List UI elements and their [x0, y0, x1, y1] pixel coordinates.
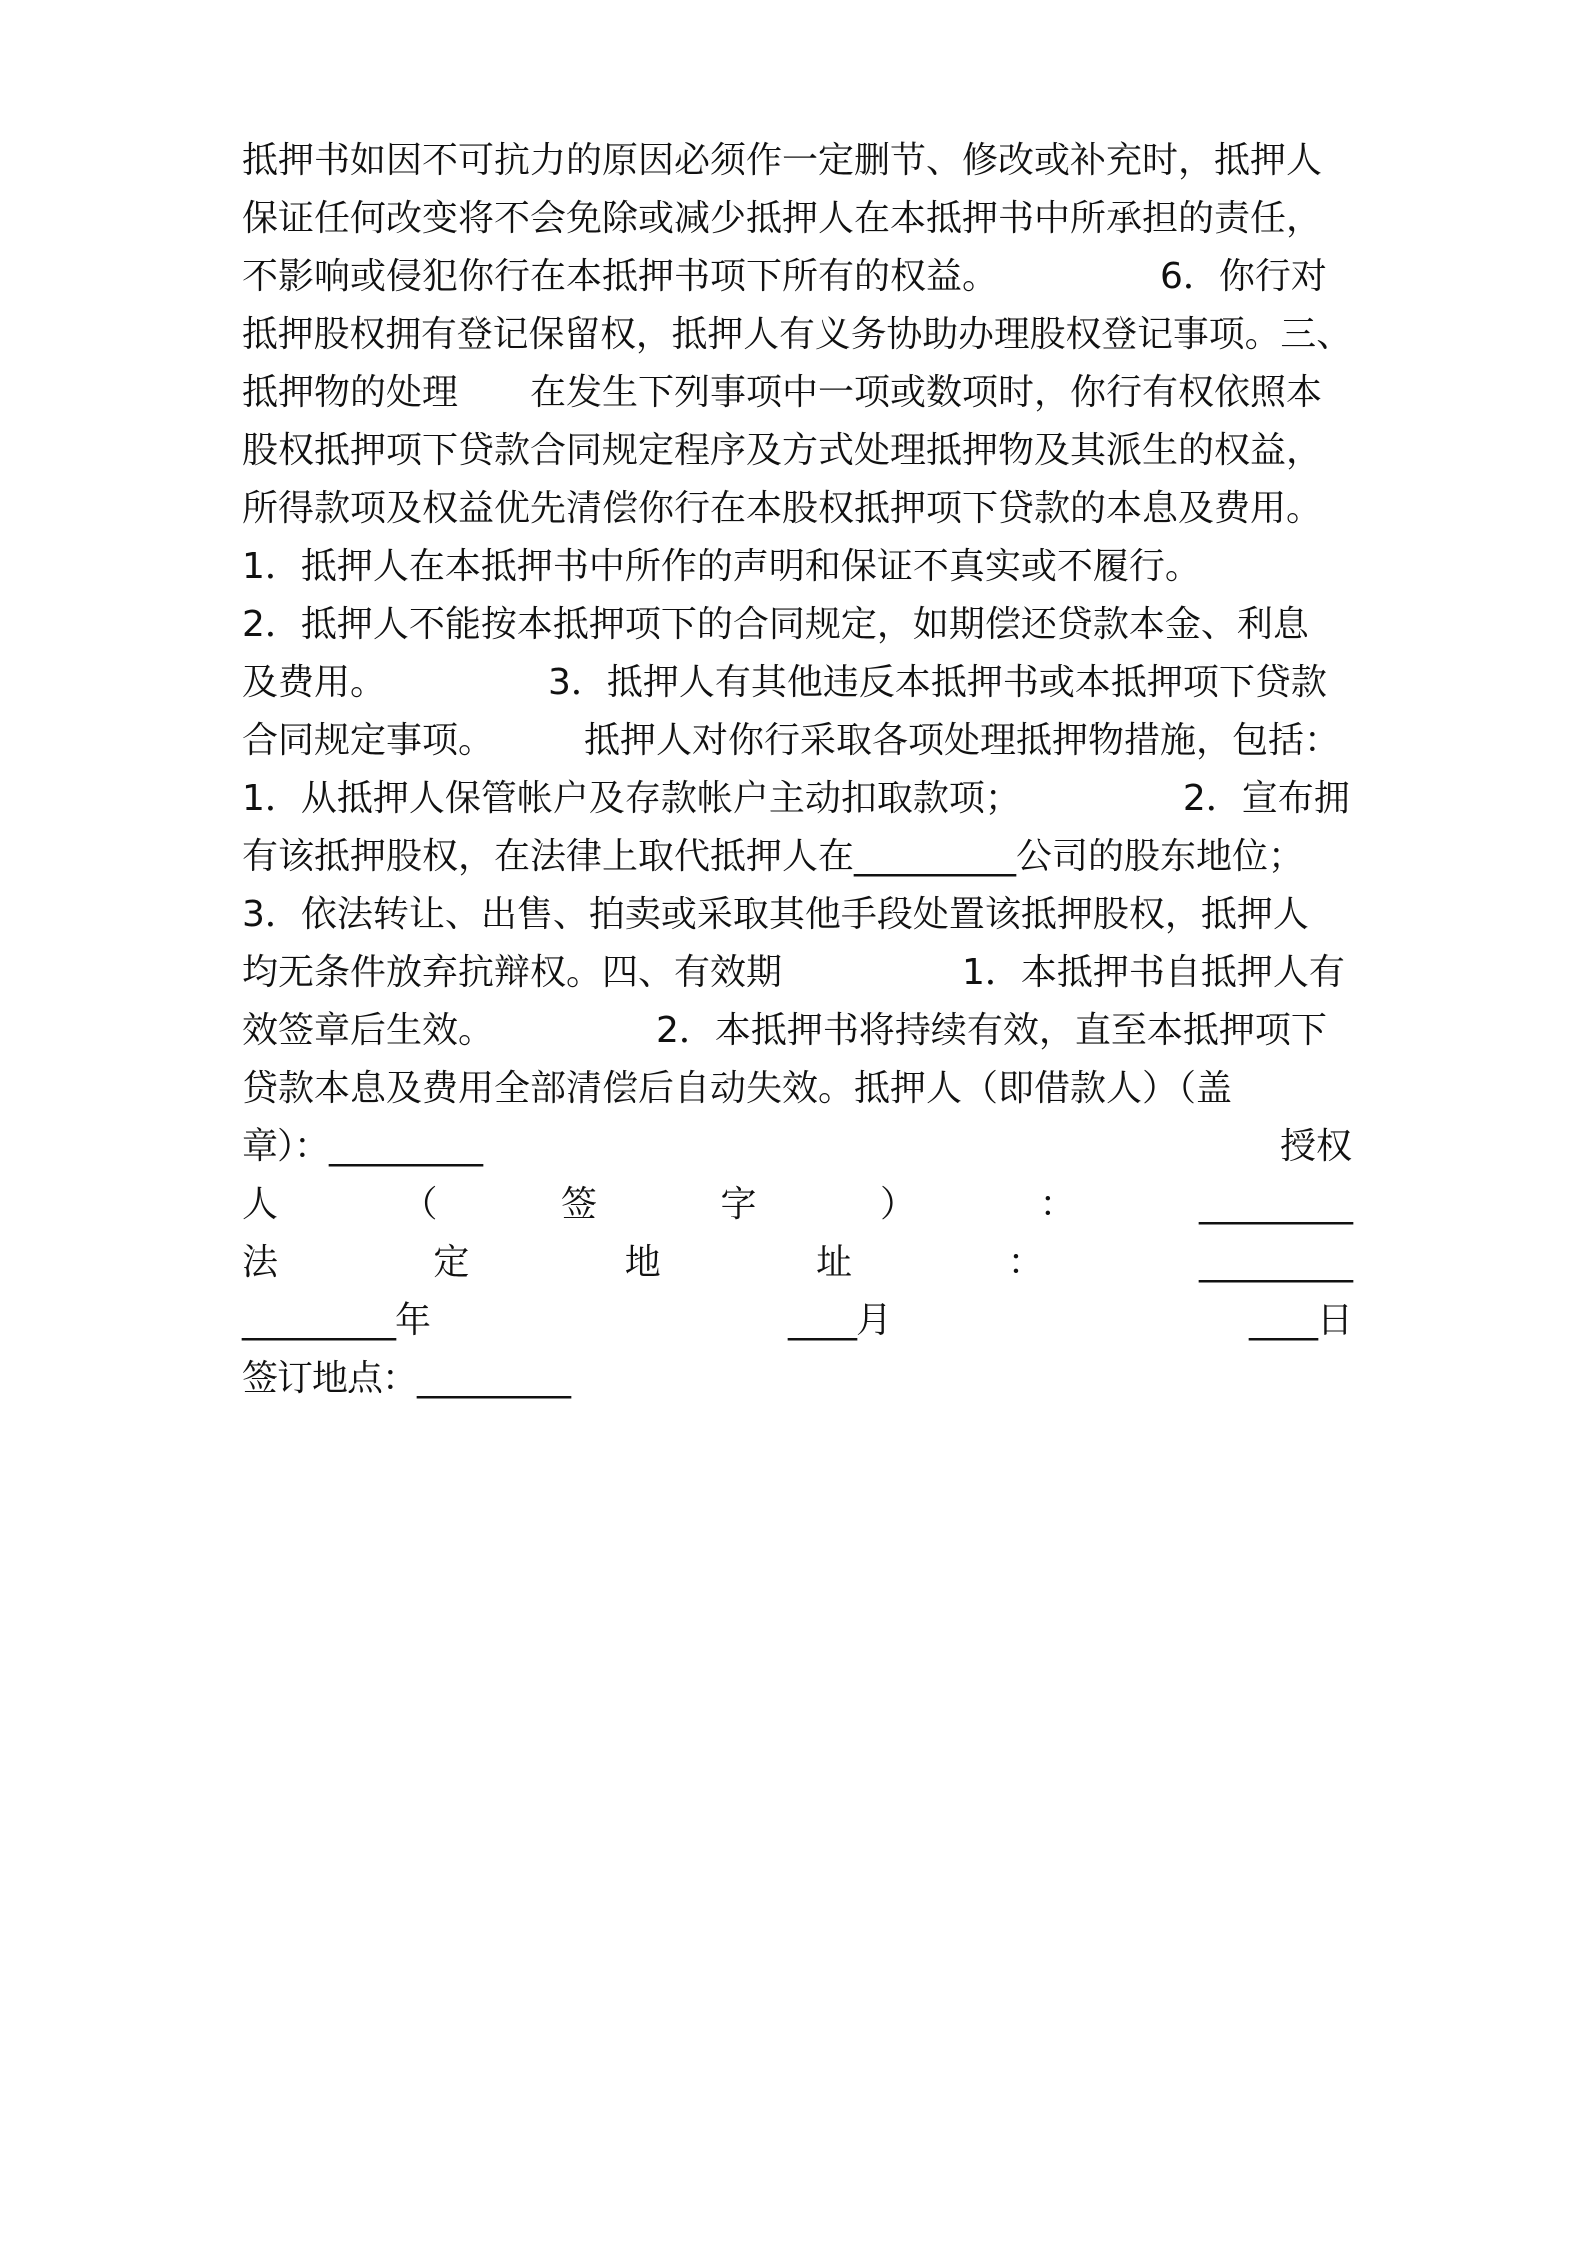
address-line	[242, 1234, 1352, 1292]
address-char: 定	[433, 1242, 470, 1283]
date-year: _________年	[242, 1300, 431, 1341]
body-line: 保证任何改变将不会免除或减少抵押人在本抵押书中所承担的责任，	[242, 198, 1323, 239]
authorizer-char: （	[401, 1184, 438, 1225]
authorizer-char: 签	[561, 1184, 598, 1225]
signing-place: 签订地点：_________	[242, 1358, 571, 1399]
body-line: 抵押股权拥有登记保留权，抵押人有义务协助办理股权登记事项。三、	[242, 314, 1353, 355]
date-month: ____月	[787, 1300, 891, 1341]
body-line: 1．从抵押人保管帐户及存款帐户主动扣取款项； 2．宣布拥	[242, 778, 1350, 819]
seal-line	[242, 1118, 1352, 1176]
authorizer-char: 人	[242, 1184, 279, 1225]
body-line: 2．抵押人不能按本抵押项下的合同规定，如期偿还贷款本金、利息	[242, 604, 1309, 645]
address-char: 法	[242, 1242, 279, 1283]
body-line: 抵押物的处理 在发生下列事项中一项或数项时，你行有权依照本	[242, 372, 1323, 413]
body-line: 有该抵押股权，在法律上取代抵押人在_________公司的股东地位；	[242, 836, 1305, 877]
authorizer-char: 字	[720, 1184, 757, 1225]
address-char: 址	[816, 1242, 853, 1283]
body-line: 合同规定事项。 抵押人对你行采取各项处理抵押物措施，包括：	[242, 720, 1341, 761]
body-line: 抵押书如因不可抗力的原因必须作一定删节、修改或补充时，抵押人	[242, 140, 1323, 181]
address-char: ：	[1007, 1242, 1044, 1283]
date-day: ____日	[1248, 1300, 1352, 1341]
authorizer-char: ）	[880, 1184, 917, 1225]
body-line: 及费用。 3．抵押人有其他违反本抵押书或本抵押项下贷款	[242, 662, 1327, 703]
body-line: 均无条件放弃抗辩权。四、有效期 1．本抵押书自抵押人有	[242, 952, 1345, 993]
body-line: 股权抵押项下贷款合同规定程序及方式处理抵押物及其派生的权益，	[242, 430, 1323, 471]
body-line: 1．抵押人在本抵押书中所作的声明和保证不真实或不履行。	[242, 546, 1201, 587]
body-line: 效签章后生效。 2．本抵押书将持续有效，直至本抵押项下	[242, 1010, 1327, 1051]
body-line: 所得款项及权益优先清偿你行在本股权抵押项下贷款的本息及费用。	[242, 488, 1323, 529]
seal-field: 章）：_________	[242, 1126, 483, 1167]
body-line: 贷款本息及费用全部清偿后自动失效。抵押人（即借款人）（盖	[242, 1068, 1233, 1109]
address-char: 地	[624, 1242, 661, 1283]
authorizer-char: ：	[1039, 1184, 1076, 1225]
address-blank: _________	[1198, 1242, 1352, 1283]
authorize-label: 授权	[1279, 1126, 1352, 1167]
body-line: 3．依法转让、出售、拍卖或采取其他手段处置该抵押股权，抵押人	[242, 894, 1309, 935]
authorizer-signature-blank: _________	[1199, 1184, 1352, 1225]
date-line	[242, 1292, 1352, 1350]
body-line: 不影响或侵犯你行在本抵押书项下所有的权益。 6．你行对	[242, 256, 1327, 297]
authorizer-line	[242, 1176, 1352, 1234]
